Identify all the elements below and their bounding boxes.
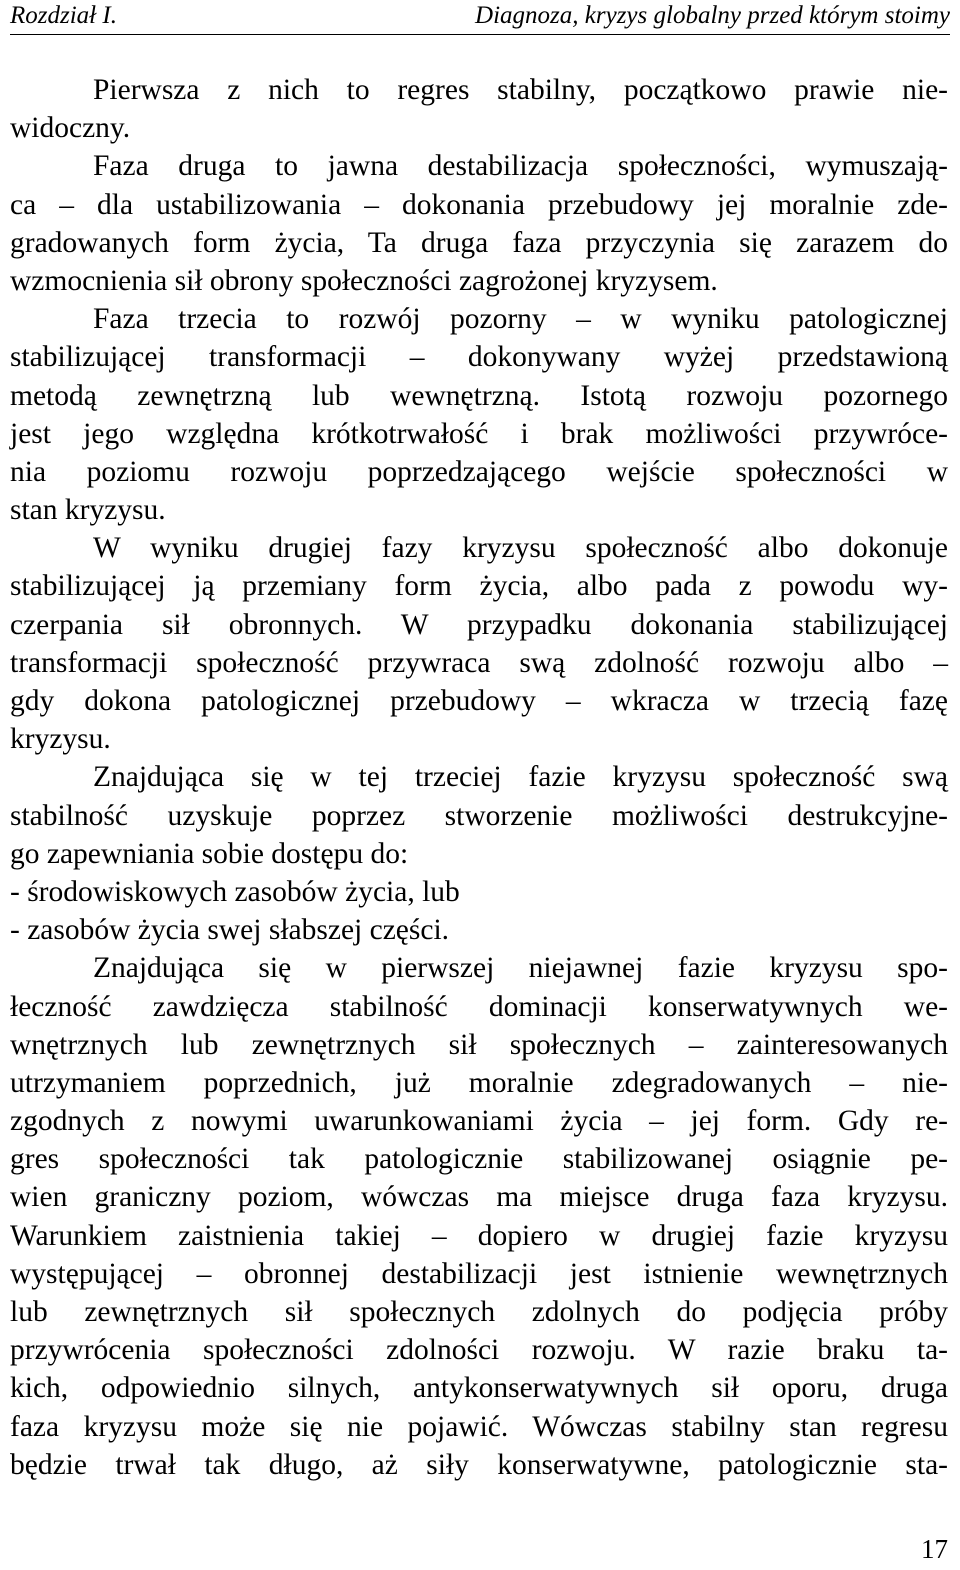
text-line: lub zewnętrznych sił społecznych zdolnych do podjęcia próby — [10, 1296, 948, 1328]
page-number: 17 — [921, 1534, 948, 1564]
text-line: faza kryzysu może się nie pojawić. Wówczas stabilny stan regresu — [10, 1410, 948, 1443]
text-line: stan kryzysu. — [10, 494, 166, 527]
chapter-title: Diagnoza, kryzys globalny przed którym stoimy — [475, 2, 950, 29]
text-line: W wyniku drugiej fazy kryzysu społeczność albo dokonuje — [93, 532, 948, 565]
text-line: Znajdująca się w pierwszej niejawnej fazie kryzysu spo- — [93, 952, 948, 985]
text-line: zgodnych z nowymi uwarunkowaniami życia – jej form. Gdy re- — [10, 1105, 948, 1138]
running-header — [10, 0, 950, 35]
text-line: widoczny. — [10, 112, 131, 145]
text-line: ca – dla ustabilizowania – dokonania przebudowy jej moralnie zde- — [10, 188, 948, 221]
text-line: Warunkiem zaistnienia takiej – dopiero w drugiej fazie kryzysu — [10, 1219, 948, 1252]
chapter-label: Rozdział I. — [10, 2, 117, 29]
text-line: wnętrznych lub zewnętrznych sił społecznych – zainteresowanych — [10, 1028, 948, 1061]
text-line: kich, odpowiednio silnych, antykonserwatywnych sił oporu, druga — [10, 1372, 948, 1405]
text-line: przywrócenia społeczności zdolności rozwoju. W razie braku ta- — [10, 1334, 948, 1367]
body-text — [10, 71, 948, 1484]
text-line: Faza druga to jawna destabilizacja społeczności, wymuszają- — [93, 150, 948, 183]
text-line: Pierwsza z nich to regres stabilny, początkowo prawie nie- — [93, 74, 948, 106]
text-line: go zapewniania sobie dostępu do: — [10, 837, 409, 870]
text-line: stabilizującej ją przemiany form życia, albo pada z powodu wy- — [10, 570, 948, 603]
text-line: Znajdująca się w tej trzeciej fazie kryzysu społeczność swą — [93, 761, 948, 794]
text-line: - środowiskowych zasobów życia, lub — [10, 875, 460, 908]
text-line: kryzysu. — [10, 723, 111, 756]
text-line: wien graniczny poziom, wówczas ma miejsce druga faza kryzysu. — [10, 1181, 948, 1214]
text-line: jest jego względna krótkotrwałość i brak możliwości przywróce- — [10, 417, 948, 450]
text-line: transformacji społeczność przywraca swą zdolność rozwoju albo – — [10, 646, 948, 679]
text-line: Faza trzecia to rozwój pozorny – w wyniku patologicznej — [93, 303, 948, 336]
text-line: utrzymaniem poprzednich, już moralnie zdegradowanych – nie- — [10, 1066, 948, 1099]
text-line: czerpania sił obronnych. W przypadku dokonania stabilizującej — [10, 608, 948, 641]
text-line: gdy dokona patologicznej przebudowy – wkracza w trzecią fazę — [10, 685, 948, 717]
text-line: będzie trwał tak długo, aż siły konserwatywne, patologicznie sta- — [10, 1448, 948, 1481]
text-line: gradowanych form życia, Ta druga faza przyczynia się zarazem do — [10, 226, 948, 259]
text-line: łeczność zawdzięcza stabilność dominacji konserwatywnych we- — [10, 990, 948, 1023]
text-line: nia poziomu rozwoju poprzedzającego wejście społeczności w — [10, 455, 948, 488]
text-line: wzmocnienia sił obrony społeczności zagrożonej kryzysem. — [10, 264, 718, 297]
text-line: stabilizującej transformacji – dokonywany wyżej przedstawioną — [10, 341, 948, 374]
text-line: - zasobów życia swej słabszej części. — [10, 914, 450, 947]
text-line: metodą zewnętrzną lub wewnętrzną. Istotą rozwoju pozornego — [10, 379, 948, 412]
text-line: stabilność uzyskuje poprzez stworzenie możliwości destrukcyjne- — [10, 799, 948, 832]
text-line: gres społeczności tak patologicznie stabilizowanej osiągnie pe- — [10, 1143, 948, 1176]
text-line: występującej – obronnej destabilizacji jest istnienie wewnętrznych — [10, 1257, 948, 1290]
